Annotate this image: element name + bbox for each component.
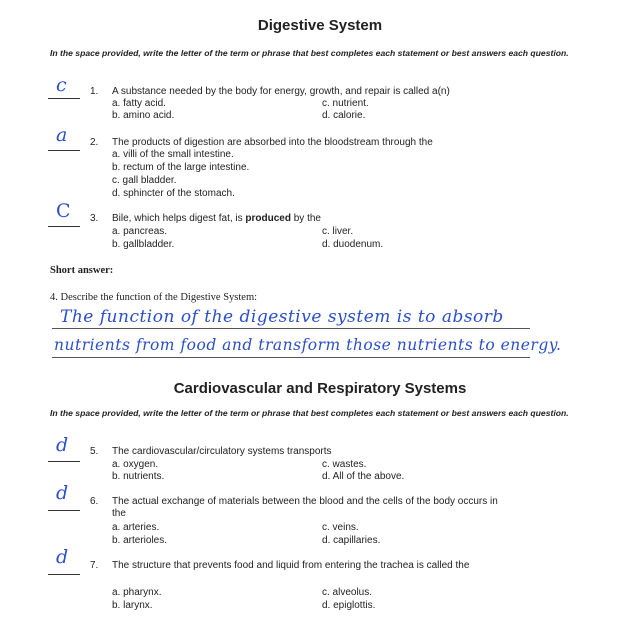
option: a. fatty acid. — [112, 98, 166, 109]
option: c. liver. — [322, 226, 354, 237]
question-number: 7. — [90, 560, 99, 571]
option: a. pancreas. — [112, 226, 168, 237]
instructions: In the space provided, write the letter of the term or phrase that best completes each statement or best answers each question. — [50, 408, 569, 418]
option: d. capillaries. — [322, 535, 381, 546]
handwritten-answer: nutrients from food and transform those nutrients to energy. — [54, 336, 562, 354]
question-text: The structure that prevents food and liquid from entering the trachea is called the — [112, 560, 470, 571]
option: b. gallbladder. — [112, 239, 175, 250]
option: d. epiglottis. — [322, 600, 376, 611]
handwritten-answer: a — [56, 124, 68, 146]
option: d. calorie. — [322, 110, 366, 121]
option: b. larynx. — [112, 600, 153, 611]
option: b. arterioles. — [112, 535, 168, 546]
option: c. veins. — [322, 522, 359, 533]
question-number: 1. — [90, 86, 99, 97]
option: a. villi of the small intestine. — [112, 149, 234, 160]
question-text: A substance needed by the body for energy, growth, and repair is called a(n) — [112, 86, 450, 97]
handwritten-answer: c — [56, 74, 67, 96]
option: d. sphincter of the stomach. — [112, 188, 235, 199]
instructions: In the space provided, write the letter of the term or phrase that best completes each statement or best answers each question. — [50, 48, 569, 58]
section-title: Cardiovascular and Respiratory Systems — [173, 380, 467, 397]
option: b. amino acid. — [112, 110, 175, 121]
section-title: Digestive System — [257, 17, 383, 34]
short-answer-heading: Short answer: — [50, 265, 114, 276]
option: b. rectum of the large intestine. — [112, 162, 250, 173]
option: c. gall bladder. — [112, 175, 177, 186]
question-text: the — [112, 508, 126, 519]
question-text: 4. Describe the function of the Digestive System: — [50, 292, 258, 303]
option: d. All of the above. — [322, 471, 405, 482]
question-number: 5. — [90, 446, 99, 457]
option: b. nutrients. — [112, 471, 165, 482]
option: d. duodenum. — [322, 239, 384, 250]
handwritten-answer: C — [56, 200, 71, 222]
option: a. oxygen. — [112, 459, 159, 470]
question-number: 2. — [90, 137, 99, 148]
handwritten-answer: d — [56, 546, 69, 568]
question-number: 6. — [90, 496, 99, 507]
option: a. arteries. — [112, 522, 160, 533]
question-text: The products of digestion are absorbed into the bloodstream through the — [112, 137, 433, 148]
option: c. alveolus. — [322, 587, 373, 598]
option: c. wastes. — [322, 459, 367, 470]
handwritten-answer: d — [56, 482, 69, 504]
question-number: 3. — [90, 213, 99, 224]
handwritten-answer: d — [56, 434, 69, 456]
question-text: The actual exchange of materials between the blood and the cells of the body occurs in — [112, 496, 498, 507]
question-text: The cardiovascular/circulatory systems transports — [112, 446, 332, 457]
answer-line — [52, 328, 530, 329]
question-text: Bile, which helps digest fat, is produced by the — [112, 213, 321, 224]
option: c. nutrient. — [322, 98, 369, 109]
answer-line — [52, 357, 530, 358]
option: a. pharynx. — [112, 587, 162, 598]
handwritten-answer: The function of the digestive system is to absorb — [60, 307, 504, 327]
